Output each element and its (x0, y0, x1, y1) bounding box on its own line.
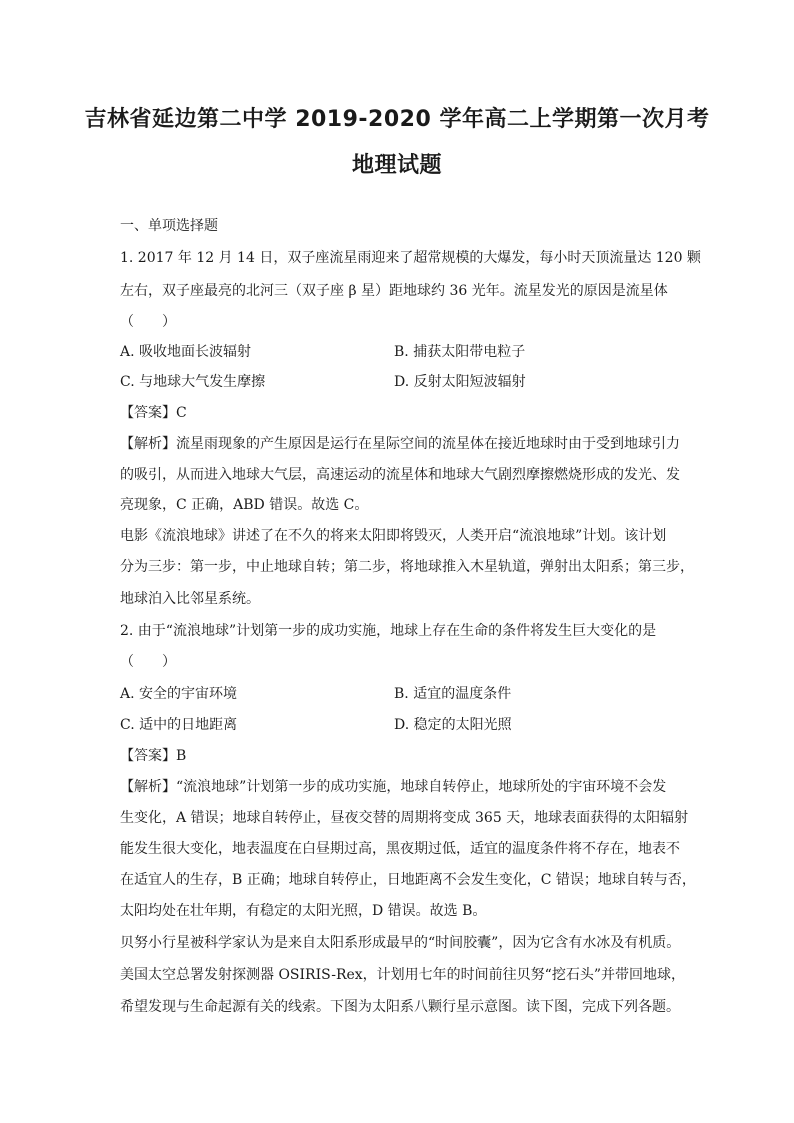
q2-option-c: C. 适中的日地距离 (120, 717, 238, 733)
q1-analysis-line-2: 的吸引，从而进入地球大气层，高速运动的流星体和地球大气剧烈摩擦燃烧形成的发光、发 (120, 467, 680, 483)
q1-option-d: D. 反射太阳短波辐射 (394, 374, 526, 390)
q2-stem-line-2: （ ） (120, 654, 176, 670)
passage3-line-2: 美国太空总署发射探测器 OSIRIS-Rex，计划用七年的时间前往贝努“挖石头”并带回地球， (120, 967, 685, 983)
q1-stem-line-1: 1. 2017 年 12 月 14 日，双子座流星雨迎来了超常规模的大爆发，每小时天顶流量达 120 颗 (120, 250, 701, 266)
q1-option-c: C. 与地球大气发生摩擦 (120, 374, 266, 390)
document-subtitle: 地理试题 (351, 153, 442, 178)
passage3-line-1: 贝努小行星被科学家认为是来自太阳系形成最早的“时间胶囊”，因为它含有水冰及有机质。 (120, 935, 681, 951)
document-title: 吉林省延边第二中学 2019-2020 学年高二上学期第一次月考 (84, 107, 710, 132)
passage2-line-3: 地球泊入比邻星系统。 (120, 591, 260, 607)
q1-option-b: B. 捕获太阳带电粒子 (394, 344, 526, 360)
q2-option-a: A. 安全的宇宙环境 (120, 686, 238, 702)
q1-analysis-line-1: 【解析】流星雨现象的产生原因是运行在星际空间的流星体在接近地球时由于受到地球引力 (120, 436, 680, 452)
q1-stem-line-3: （ ） (120, 314, 176, 330)
q2-answer: 【答案】B (120, 748, 187, 764)
q2-option-b: B. 适宜的温度条件 (394, 686, 512, 702)
passage2-line-1: 电影《流浪地球》讲述了在不久的将来太阳即将毁灭，人类开启“流浪地球”计划。该计划 (120, 528, 667, 544)
q2-analysis-line-5: 太阳均处在壮年期，有稳定的太阳光照，D 错误。故选 B。 (120, 903, 487, 919)
q2-option-d: D. 稳定的太阳光照 (394, 717, 512, 733)
passage2-line-2: 分为三步：第一步，中止地球自转；第二步，将地球推入木星轨道，弹射出太阳系；第三步， (120, 559, 694, 575)
q1-answer: 【答案】C (120, 405, 187, 421)
section-heading: 一、单项选择题 (120, 218, 218, 234)
q1-analysis-line-3: 亮现象，C 正确，ABD 错误。故选 C。 (120, 497, 369, 513)
passage3-line-3: 希望发现与生命起源有关的线索。下图为太阳系八颗行星示意图。读下图，完成下列各题。 (120, 999, 680, 1015)
q2-analysis-line-4: 在适宜人的生存，B 正确；地球自转停止，日地距离不会发生变化，C 错误；地球自转与否， (120, 872, 696, 888)
q2-analysis-line-1: 【解析】“流浪地球”计划第一步的成功实施，地球自转停止，地球所处的宇宙环境不会发 (120, 779, 667, 795)
q1-stem-line-2: 左右，双子座最亮的北河三（双子座 β 星）距地球约 36 光年。流星发光的原因是流星体 (120, 283, 668, 299)
q1-option-a: A. 吸收地面长波辐射 (120, 344, 252, 360)
q2-analysis-line-2: 生变化，A 错误；地球自转停止，昼夜交替的周期将变成 365 天，地球表面获得的太阳辐射 (120, 810, 689, 826)
q2-stem-line-1: 2. 由于“流浪地球”计划第一步的成功实施，地球上存在生命的条件将发生巨大变化的是 (120, 623, 657, 639)
q2-analysis-line-3: 能发生很大变化，地表温度在白昼期过高，黑夜期过低，适宜的温度条件将不存在，地表不 (120, 841, 680, 857)
